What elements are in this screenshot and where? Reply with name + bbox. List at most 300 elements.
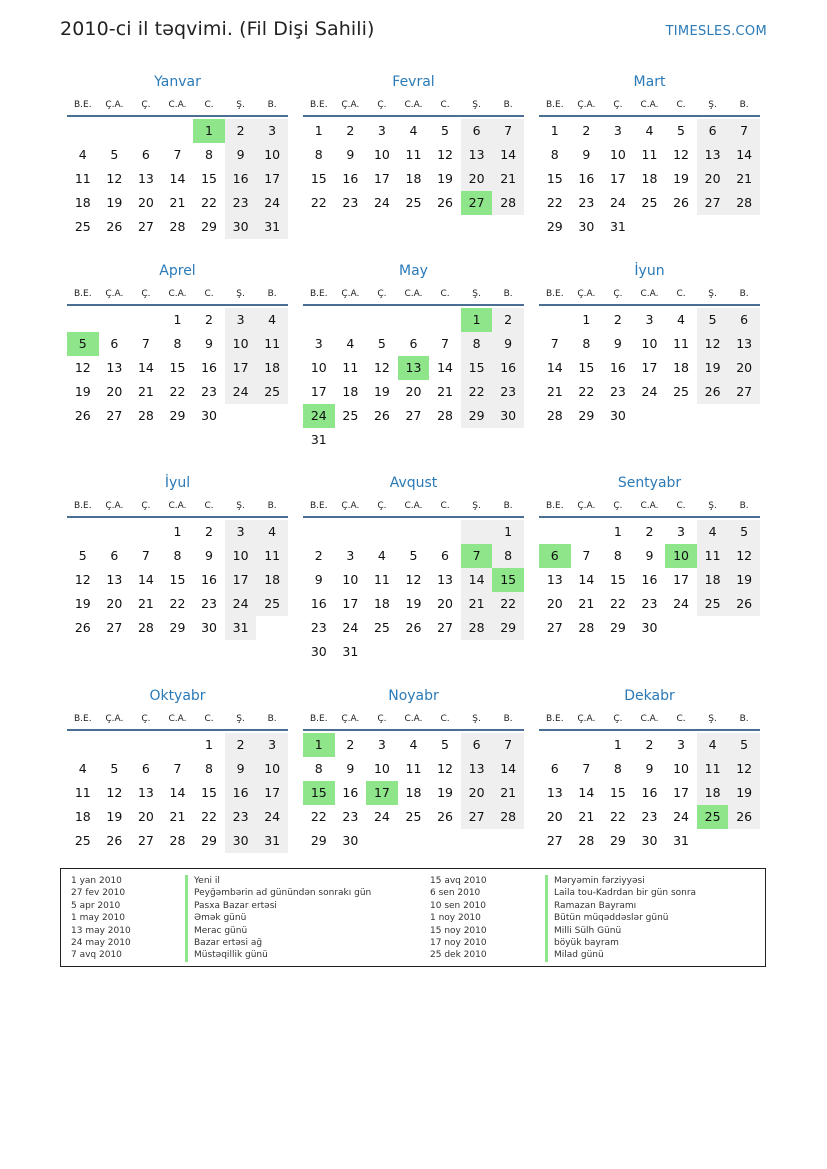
day-cell: 5 xyxy=(677,123,685,138)
weekday-label: B. xyxy=(503,714,513,724)
day-cell: 27 xyxy=(405,408,422,423)
day-blank xyxy=(99,308,131,332)
legend-date: 24 may 2010 xyxy=(71,937,131,948)
day-cell: 15 xyxy=(201,171,217,186)
day-cell: 12 xyxy=(673,147,689,162)
day-cell: 6 xyxy=(461,119,493,143)
day-cell: 4 xyxy=(409,123,418,138)
day-cell: 29 xyxy=(169,620,186,635)
holiday-day-cell: 25 xyxy=(697,805,729,829)
weekday-header xyxy=(67,711,288,731)
day-cell: 19 xyxy=(74,384,91,399)
month-block xyxy=(303,261,524,452)
day-cell: 7 xyxy=(492,119,524,143)
day-grid xyxy=(303,520,524,664)
day-grid xyxy=(67,119,288,239)
weekday-label: C. xyxy=(440,100,450,110)
day-blank xyxy=(429,308,461,332)
day-cell: 3 xyxy=(645,312,654,327)
day-cell: 1 xyxy=(173,524,182,539)
day-cell: 29 xyxy=(578,408,595,423)
day-cell: 1 xyxy=(205,737,213,752)
day-cell: 23 xyxy=(225,191,257,215)
legend-holiday-name: Bazar ertəsi ağ xyxy=(185,937,371,949)
day-cell: 29 xyxy=(201,833,217,848)
day-cell: 13 xyxy=(137,171,154,186)
day-cell: 25 xyxy=(641,195,658,210)
day-cell: 7 xyxy=(728,119,760,143)
holiday-day-cell: 17 xyxy=(366,781,398,805)
day-cell: 4 xyxy=(256,308,288,332)
weekday-label: C. xyxy=(676,289,686,299)
weekday-label: B.E. xyxy=(73,100,92,110)
day-cell: 9 xyxy=(613,336,622,351)
legend-date: 10 sen 2010 xyxy=(430,900,487,911)
day-cell: 8 xyxy=(173,336,182,351)
day-cell: 20 xyxy=(461,781,493,805)
month-name: Avqust xyxy=(389,475,438,491)
day-cell: 7 xyxy=(550,336,559,351)
day-cell: 18 xyxy=(256,568,288,592)
month-name: May xyxy=(399,263,428,279)
weekday-label: C.A. xyxy=(640,100,659,110)
day-cell: 22 xyxy=(461,380,493,404)
weekday-label: Ç. xyxy=(613,714,623,724)
day-cell: 3 xyxy=(256,733,288,757)
day-cell: 4 xyxy=(409,737,418,752)
day-cell: 1 xyxy=(550,123,559,138)
day-cell: 19 xyxy=(74,596,91,611)
day-cell: 25 xyxy=(697,592,729,616)
day-blank xyxy=(366,308,398,332)
day-cell: 2 xyxy=(346,737,355,752)
day-cell: 19 xyxy=(437,171,453,186)
day-cell: 17 xyxy=(641,360,658,375)
weekday-label: Ç. xyxy=(377,714,387,724)
day-cell: 24 xyxy=(373,195,390,210)
weekday-label: Ç. xyxy=(141,714,151,724)
day-cell: 18 xyxy=(74,809,91,824)
month-name: Fevral xyxy=(392,74,435,90)
legend-date: 1 may 2010 xyxy=(71,913,125,924)
day-cell: 20 xyxy=(106,384,123,399)
legend-date: 15 noy 2010 xyxy=(430,925,487,936)
day-cell: 5 xyxy=(697,308,729,332)
day-cell: 6 xyxy=(409,336,418,351)
weekday-label: C.A. xyxy=(404,501,423,511)
weekday-label: B. xyxy=(267,100,277,110)
day-cell: 21 xyxy=(437,384,453,399)
day-cell: 11 xyxy=(342,360,359,375)
day-blank xyxy=(67,520,99,544)
day-cell: 2 xyxy=(582,123,591,138)
weekday-header xyxy=(539,286,760,306)
day-cell: 28 xyxy=(137,620,154,635)
day-cell: 25 xyxy=(256,380,288,404)
day-cell: 14 xyxy=(169,171,186,186)
legend-holiday-name: Məryəmin fərziyyəsi xyxy=(545,875,696,887)
weekday-label: C.A. xyxy=(640,501,659,511)
day-cell: 17 xyxy=(342,596,359,611)
day-cell: 4 xyxy=(346,336,355,351)
day-blank xyxy=(162,733,194,757)
day-cell: 11 xyxy=(74,171,91,186)
weekday-label: B. xyxy=(739,100,749,110)
day-cell: 22 xyxy=(201,809,217,824)
day-cell: 12 xyxy=(106,785,123,800)
day-cell: 9 xyxy=(645,761,654,776)
day-cell: 23 xyxy=(578,195,595,210)
day-cell: 26 xyxy=(728,592,760,616)
day-cell: 13 xyxy=(546,785,563,800)
day-cell: 16 xyxy=(310,596,327,611)
day-cell: 1 xyxy=(492,520,524,544)
day-cell: 24 xyxy=(225,592,257,616)
month-block xyxy=(67,72,288,239)
day-cell: 26 xyxy=(106,219,123,234)
weekday-label: Ç. xyxy=(377,289,387,299)
day-cell: 29 xyxy=(609,620,626,635)
day-cell: 30 xyxy=(201,408,217,423)
day-cell: 25 xyxy=(405,809,422,824)
day-cell: 23 xyxy=(342,809,359,824)
day-cell: 17 xyxy=(225,568,257,592)
month-name: Aprel xyxy=(159,263,196,279)
day-cell: 27 xyxy=(137,833,154,848)
day-cell: 9 xyxy=(492,332,524,356)
day-cell: 25 xyxy=(673,384,689,399)
weekday-label: C.A. xyxy=(640,714,659,724)
day-cell: 18 xyxy=(673,360,689,375)
day-blank xyxy=(99,119,131,143)
legend-holiday-name: Milad günü xyxy=(545,949,696,961)
day-blank xyxy=(99,733,131,757)
day-cell: 2 xyxy=(225,119,257,143)
weekday-label: B. xyxy=(739,289,749,299)
weekday-label: C. xyxy=(440,501,450,511)
month-block xyxy=(303,686,524,853)
day-cell: 14 xyxy=(461,568,493,592)
day-cell: 18 xyxy=(405,785,422,800)
day-cell: 11 xyxy=(256,332,288,356)
weekday-label: C.A. xyxy=(404,289,423,299)
day-cell: 17 xyxy=(673,785,689,800)
month-name: Mart xyxy=(633,74,666,90)
weekday-label: Ç. xyxy=(613,100,623,110)
day-cell: 22 xyxy=(169,384,186,399)
weekday-label: Ş. xyxy=(472,714,481,724)
day-cell: 14 xyxy=(437,360,453,375)
day-cell: 2 xyxy=(492,308,524,332)
weekday-header xyxy=(539,711,760,731)
day-cell: 3 xyxy=(314,336,323,351)
weekday-label: Ç. xyxy=(613,289,623,299)
legend-holiday-name: Pasxa Bazar ertəsi xyxy=(185,900,371,912)
day-cell: 13 xyxy=(106,360,123,375)
weekday-label: Ş. xyxy=(708,100,717,110)
day-cell: 4 xyxy=(697,733,729,757)
legend-holiday-name: Ramazan Bayramı xyxy=(545,900,696,912)
weekday-label: B.E. xyxy=(545,100,564,110)
day-grid xyxy=(539,308,760,428)
weekday-label: Ç.A. xyxy=(105,714,124,724)
day-cell: 19 xyxy=(106,195,123,210)
weekday-header xyxy=(303,97,524,117)
weekday-label: Ç.A. xyxy=(341,714,360,724)
weekday-label: Ş. xyxy=(236,100,245,110)
day-cell: 30 xyxy=(225,215,257,239)
day-cell: 23 xyxy=(201,384,217,399)
legend-holiday-name: Əmək günü xyxy=(185,912,371,924)
day-cell: 3 xyxy=(613,123,622,138)
day-cell: 18 xyxy=(342,384,359,399)
day-blank xyxy=(130,119,162,143)
month-name: Noyabr xyxy=(388,688,439,704)
day-cell: 8 xyxy=(205,147,213,162)
weekday-header xyxy=(67,97,288,117)
day-cell: 2 xyxy=(225,733,257,757)
day-cell: 21 xyxy=(728,167,760,191)
day-cell: 11 xyxy=(405,761,422,776)
day-cell: 28 xyxy=(169,833,186,848)
day-cell: 30 xyxy=(492,404,524,428)
day-cell: 6 xyxy=(697,119,729,143)
day-cell: 12 xyxy=(437,761,453,776)
day-cell: 31 xyxy=(310,432,327,447)
day-cell: 9 xyxy=(346,761,355,776)
day-cell: 10 xyxy=(641,336,658,351)
weekday-label: Ş. xyxy=(472,501,481,511)
day-cell: 9 xyxy=(645,548,654,563)
day-cell: 30 xyxy=(609,408,626,423)
day-cell: 28 xyxy=(492,805,524,829)
weekday-label: C.A. xyxy=(404,714,423,724)
day-cell: 22 xyxy=(609,596,626,611)
month-name: İyun xyxy=(634,263,665,279)
day-cell: 20 xyxy=(546,809,563,824)
holiday-day-cell: 1 xyxy=(461,308,493,332)
weekday-label: B.E. xyxy=(545,714,564,724)
legend-date: 17 noy 2010 xyxy=(430,937,487,948)
day-cell: 28 xyxy=(578,620,595,635)
day-cell: 4 xyxy=(697,520,729,544)
day-cell: 5 xyxy=(78,548,87,563)
day-cell: 14 xyxy=(169,785,186,800)
day-cell: 9 xyxy=(205,336,213,351)
weekday-label: Ç.A. xyxy=(577,100,596,110)
legend-holiday-name: Yeni il xyxy=(185,875,371,887)
day-cell: 15 xyxy=(169,360,186,375)
day-cell: 19 xyxy=(728,781,760,805)
day-cell: 26 xyxy=(74,620,91,635)
weekday-label: Ç.A. xyxy=(105,100,124,110)
day-cell: 5 xyxy=(377,336,386,351)
legend-right-names xyxy=(545,875,696,962)
day-cell: 5 xyxy=(110,147,119,162)
day-cell: 11 xyxy=(256,544,288,568)
day-cell: 18 xyxy=(74,195,91,210)
day-cell: 12 xyxy=(697,332,729,356)
day-cell: 29 xyxy=(461,404,493,428)
day-cell: 10 xyxy=(342,572,359,587)
day-cell: 20 xyxy=(546,596,563,611)
legend-date: 1 yan 2010 xyxy=(71,876,122,886)
holiday-day-cell: 15 xyxy=(492,568,524,592)
weekday-label: Ş. xyxy=(236,501,245,511)
day-cell: 8 xyxy=(173,548,182,563)
weekday-label: B.E. xyxy=(545,501,564,511)
day-cell: 15 xyxy=(461,356,493,380)
day-cell: 21 xyxy=(492,167,524,191)
day-blank xyxy=(67,119,99,143)
day-cell: 15 xyxy=(578,360,595,375)
day-cell: 19 xyxy=(437,785,453,800)
day-blank xyxy=(539,308,571,332)
day-cell: 16 xyxy=(201,360,217,375)
holiday-legend xyxy=(60,868,766,967)
day-cell: 8 xyxy=(613,761,622,776)
day-cell: 6 xyxy=(550,761,559,776)
weekday-label: B. xyxy=(267,501,277,511)
day-cell: 9 xyxy=(314,572,323,587)
day-cell: 17 xyxy=(673,572,689,587)
weekday-label: B. xyxy=(503,100,513,110)
legend-holiday-name: Milli Sülh Günü xyxy=(545,925,696,937)
weekday-label: B.E. xyxy=(309,100,328,110)
month-block xyxy=(539,72,760,239)
day-cell: 8 xyxy=(613,548,622,563)
day-cell: 6 xyxy=(461,733,493,757)
month-block xyxy=(67,686,288,853)
day-cell: 29 xyxy=(546,219,563,234)
day-cell: 9 xyxy=(346,147,355,162)
day-cell: 7 xyxy=(582,761,591,776)
day-cell: 17 xyxy=(256,781,288,805)
day-cell: 9 xyxy=(582,147,591,162)
day-cell: 14 xyxy=(137,572,154,587)
day-cell: 10 xyxy=(673,761,689,776)
day-cell: 1 xyxy=(582,312,591,327)
weekday-label: C.A. xyxy=(404,100,423,110)
day-cell: 30 xyxy=(225,829,257,853)
weekday-label: Ç. xyxy=(141,100,151,110)
day-cell: 21 xyxy=(546,384,563,399)
day-cell: 7 xyxy=(582,548,591,563)
day-cell: 20 xyxy=(728,356,760,380)
day-blank xyxy=(366,520,398,544)
day-cell: 21 xyxy=(137,596,154,611)
weekday-header xyxy=(303,286,524,306)
day-cell: 5 xyxy=(728,733,760,757)
day-cell: 16 xyxy=(225,167,257,191)
weekday-header xyxy=(67,286,288,306)
day-blank xyxy=(67,308,99,332)
legend-left-dates xyxy=(71,875,131,962)
day-cell: 11 xyxy=(405,147,422,162)
weekday-label: Ç.A. xyxy=(341,100,360,110)
day-cell: 3 xyxy=(377,737,386,752)
day-cell: 28 xyxy=(437,408,453,423)
day-cell: 10 xyxy=(609,147,626,162)
day-cell: 20 xyxy=(405,384,422,399)
day-cell: 12 xyxy=(728,544,760,568)
weekday-label: Ç. xyxy=(377,501,387,511)
day-cell: 16 xyxy=(609,360,626,375)
day-cell: 22 xyxy=(609,809,626,824)
day-cell: 19 xyxy=(106,809,123,824)
day-cell: 16 xyxy=(641,785,658,800)
day-cell: 14 xyxy=(492,757,524,781)
brand-link[interactable]: TIMESLES.COM xyxy=(665,24,767,39)
day-cell: 20 xyxy=(437,596,453,611)
day-cell: 8 xyxy=(314,147,323,162)
day-cell: 19 xyxy=(728,568,760,592)
day-cell: 29 xyxy=(609,833,626,848)
weekday-label: C. xyxy=(204,501,214,511)
day-cell: 30 xyxy=(201,620,217,635)
day-cell: 7 xyxy=(492,733,524,757)
day-cell: 12 xyxy=(728,757,760,781)
weekday-label: Ş. xyxy=(236,714,245,724)
day-cell: 24 xyxy=(373,809,390,824)
weekday-label: B.E. xyxy=(73,501,92,511)
day-cell: 22 xyxy=(310,809,327,824)
day-cell: 25 xyxy=(342,408,359,423)
day-cell: 20 xyxy=(137,195,154,210)
holiday-day-cell: 15 xyxy=(303,781,335,805)
weekday-label: B.E. xyxy=(73,289,92,299)
day-cell: 6 xyxy=(728,308,760,332)
day-cell: 7 xyxy=(173,761,182,776)
day-cell: 15 xyxy=(609,785,626,800)
weekday-label: Ç. xyxy=(377,100,387,110)
weekday-label: B.E. xyxy=(73,714,92,724)
day-cell: 13 xyxy=(461,143,493,167)
day-cell: 11 xyxy=(641,147,658,162)
weekday-label: Ş. xyxy=(708,501,717,511)
month-name: Sentyabr xyxy=(617,475,682,491)
day-cell: 23 xyxy=(342,195,359,210)
day-cell: 9 xyxy=(205,548,213,563)
day-cell: 28 xyxy=(728,191,760,215)
weekday-label: Ç. xyxy=(613,501,623,511)
day-cell: 15 xyxy=(609,572,626,587)
day-cell: 14 xyxy=(578,572,595,587)
day-cell: 3 xyxy=(346,548,355,563)
weekday-label: Ç.A. xyxy=(577,714,596,724)
legend-holiday-name: Müstəqillik günü xyxy=(185,949,371,961)
day-cell: 8 xyxy=(582,336,591,351)
month-block xyxy=(539,261,760,428)
day-cell: 3 xyxy=(225,520,257,544)
weekday-label: Ş. xyxy=(472,100,481,110)
day-cell: 11 xyxy=(373,572,390,587)
page-title: 2010-ci il təqvimi. (Fil Dişi Sahili) xyxy=(60,18,375,40)
day-cell: 21 xyxy=(461,592,493,616)
legend-holiday-name: Laila tou-Kadrdan bir gün sonra xyxy=(545,887,696,899)
holiday-day-cell: 1 xyxy=(303,733,335,757)
day-cell: 22 xyxy=(492,592,524,616)
day-cell: 30 xyxy=(578,219,595,234)
weekday-label: C. xyxy=(676,100,686,110)
day-grid xyxy=(303,733,524,853)
day-cell: 28 xyxy=(137,408,154,423)
day-cell: 27 xyxy=(106,620,123,635)
day-cell: 28 xyxy=(578,833,595,848)
day-blank xyxy=(461,520,493,544)
day-cell: 2 xyxy=(205,312,213,327)
day-cell: 26 xyxy=(697,380,729,404)
